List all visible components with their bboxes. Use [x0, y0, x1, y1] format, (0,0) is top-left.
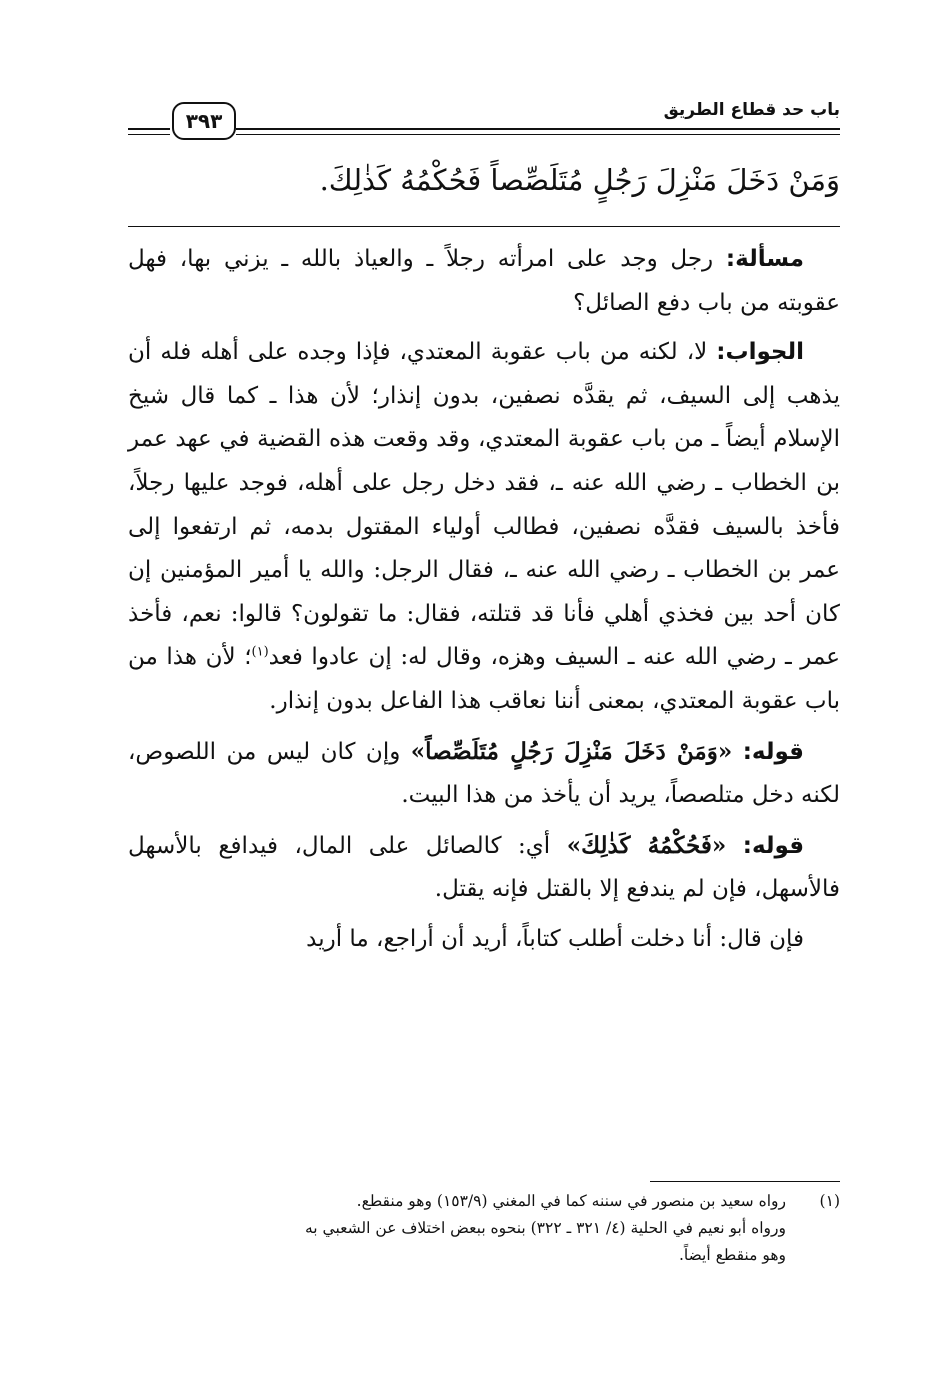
matn-divider [128, 226, 840, 227]
answer-label: الجواب: [716, 339, 804, 366]
qawluhu-label: قوله: [742, 738, 804, 765]
paragraph-continuation [128, 918, 840, 962]
paragraph-qawluhu-2 [128, 824, 840, 912]
footnote-number: (١) [819, 1192, 840, 1210]
header-rule-right-thin [236, 134, 840, 135]
footnote-reference[interactable]: (١) [251, 644, 269, 660]
footnotes [128, 1188, 840, 1269]
footnote-text: ورواه أبو نعيم في الحلية (٤/ ٣٢١ ـ ٣٢٢) بنحوه ببعض اختلاف عن الشعبي به [304, 1219, 786, 1237]
running-header [128, 98, 840, 142]
answer-text-continued: ؛ لأن هذا من باب عقوبة المعتدي، بمعنى أننا نعاقب هذا الفاعل بدون إنذار. [128, 644, 840, 714]
footnote-divider [650, 1181, 840, 1182]
matn-quote: «وَمَنْ دَخَلَ مَنْزِلَ رَجُلٍ مُتَلَصِّصاً» [410, 737, 733, 765]
matn-quote: «فَحُكْمُهُ كَذٰلِكَ» [566, 831, 727, 859]
footnote-text: وهو منقطع أيضاً. [678, 1246, 786, 1264]
paragraph-answer [128, 331, 840, 723]
question-text: رجل وجد على امرأته رجلاً ـ والعياذ بالله ـ يزني بها، فهل عقوبته من باب دفع الصائل؟ [128, 246, 840, 316]
answer-text: لا، لكنه من باب عقوبة المعتدي، فإذا وجده على أهله فله أن يذهب إلى السيف، ثم يقدَّه نصفين، بدون إنذار؛ لأن هذا ـ كما قال شيخ الإسلام أيضاً ـ من باب عقوبة المعتدي، وقد وقعت هذه القضية في عهد عمر بن الخطاب ـ رضي الله عنه ـ، فقد دخل رجل على أهله، فوجد عليها رجلاً، فأخذ بالسيف فقدَّه نصفين، فطالب أولياء المقتول بدمه، ثم ارتفعوا إلى عمر بن الخطاب ـ رضي الله عنه ـ، فقال الرجل: والله يا أمير المؤمنين إن كان أحد بين فخذي أهلي فأنا قد قتلته، فقال: ما تقولون؟ قالوا: نعم، فأخذ عمر ـ رضي الله عنه ـ السيف وهزه، وقال له: إن عادوا فعد [128, 339, 841, 671]
footnote-line [128, 1188, 840, 1215]
commentary-text: وإن كان ليس من اللصوص، لكنه دخل متلصصاً، يريد أن يأخذ من هذا البيت. [128, 738, 840, 809]
page-number: ٣٩٣ [172, 102, 236, 140]
header-rule-left-thin [128, 134, 170, 135]
footnote-line [128, 1215, 840, 1242]
matn-verse: وَمَنْ دَخَلَ مَنْزِلَ رَجُلٍ مُتَلَصِّصاً فَحُكْمُهُ كَذٰلِكَ. [319, 163, 840, 197]
paragraph-question [128, 238, 840, 325]
footnote-line [128, 1242, 840, 1269]
commentary-text: أي: كالصائل على المال، فيدافع بالأسهل فالأسهل، فإن لم يندفع إلا بالقتل فإنه يقتل. [128, 832, 840, 903]
commentary-body [128, 238, 840, 968]
footnote-text: رواه سعيد بن منصور في سننه كما في المغني (١٥٣/٩) وهو منقطع. [356, 1192, 786, 1210]
commentary-text: فإن قال: أنا دخلت أطلب كتاباً، أريد أن أراجع، ما أريد [306, 925, 804, 952]
paragraph-qawluhu-1 [128, 730, 840, 818]
header-rule-right [236, 128, 840, 130]
chapter-title: باب حد قطاع الطريق [663, 100, 840, 120]
question-label: مسألة: [725, 246, 804, 272]
qawluhu-label: قوله: [742, 832, 805, 859]
header-rule-left [128, 128, 170, 130]
